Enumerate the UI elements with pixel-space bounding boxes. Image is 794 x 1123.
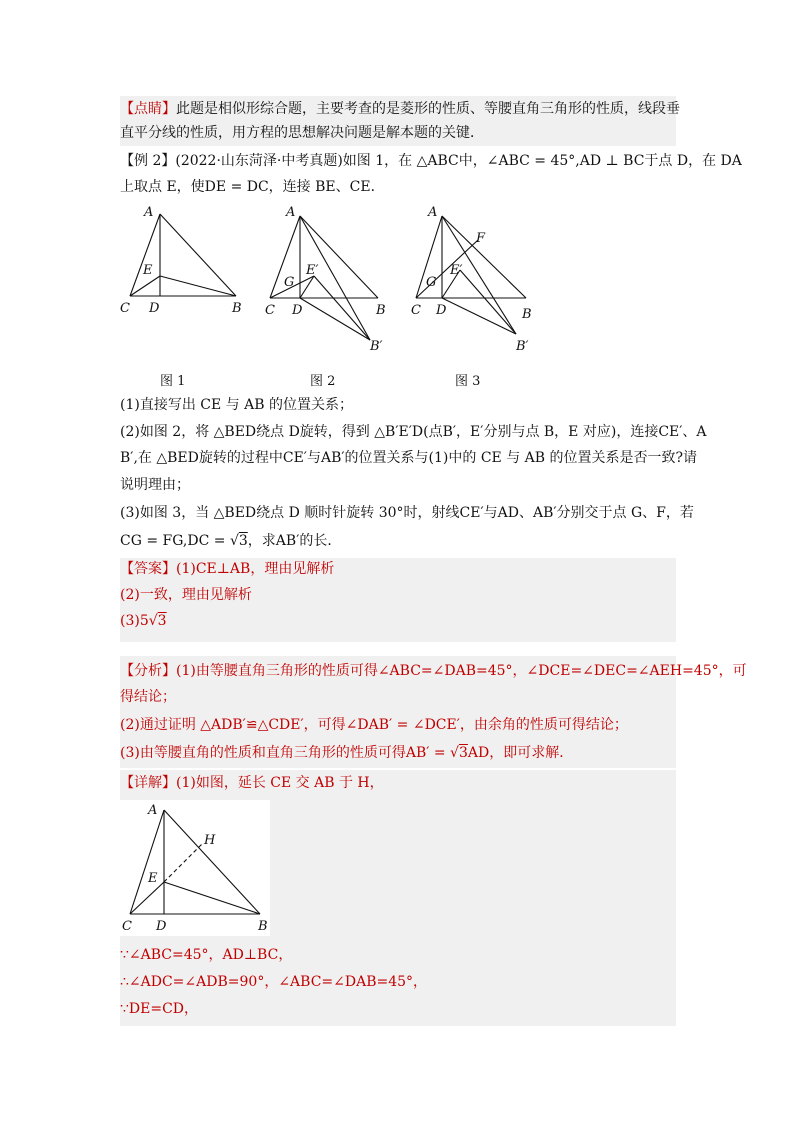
- tip-tag: 【点睛】: [120, 101, 176, 117]
- answer-block: [120, 558, 676, 642]
- analysis-line-2: 得结论；: [120, 689, 176, 705]
- figure-3: [408, 204, 538, 354]
- figure-1-caption: 图 1: [160, 374, 186, 389]
- fig3-label-d: D: [436, 303, 447, 318]
- tip-line-2: 直平分线的性质，用方程的思想解决问题是解本题的关键．: [120, 125, 484, 141]
- question-2-line-2: B′,在 △BED旋转的过程中CE′与AB′的位置关系与(1)中的 CE 与 AB 的位置关系是否一致?请: [120, 450, 698, 466]
- fig2-label-a: A: [286, 205, 296, 220]
- answer-line-1: 【答案】(1)CE⊥AB，理由见解析: [120, 561, 335, 577]
- fig1-label-b: B: [232, 301, 242, 316]
- fig2-label-e-prime: E′: [306, 263, 319, 278]
- figure-2: [262, 204, 392, 354]
- analysis-block: [120, 656, 747, 768]
- fig3-label-e-prime: E′: [450, 263, 463, 278]
- example-line-2: 上取点 E，使DE = DC，连接 BE、CE．: [120, 179, 385, 195]
- tip-block: [120, 96, 680, 146]
- fig1-label-e: E: [143, 263, 153, 278]
- analysis-tag: 【分析】: [120, 663, 176, 679]
- analysis-line-4: (3)由等腰直角的性质和直角三角形的性质可得AB′ = √3AD，即可求解．: [120, 745, 574, 761]
- fig3-label-f: F: [476, 231, 486, 246]
- fig2-label-d: D: [292, 303, 303, 318]
- detail-step-3: ∵DE=CD，: [120, 1001, 199, 1017]
- example-line-1: 【例 2】(2022·山东菏泽·中考真题)如图 1，在 △ABC中，∠ABC = 45°,AD ⊥ BC于点 D，在 DA: [120, 153, 742, 169]
- analysis-line-3: (2)通过证明 △ADB′≌△CDE′，可得∠DAB′ = ∠DCE′，由余角的性质可得结论；: [120, 717, 628, 733]
- detail-tag: 【详解】: [120, 775, 176, 791]
- detail-label-c: C: [122, 919, 132, 934]
- fig2-label-b: B: [376, 303, 386, 318]
- fig3-label-c: C: [411, 303, 421, 318]
- figure-2-caption: 图 2: [310, 374, 336, 389]
- detail-step-2: ∴∠ADC=∠ADB=90°，∠ABC=∠DAB=45°，: [120, 974, 428, 990]
- detail-step-1: ∵∠ABC=45°，AD⊥BC，: [120, 947, 293, 963]
- fig3-label-g: G: [426, 275, 437, 290]
- detail-figure: [120, 800, 270, 936]
- detail-label-a: A: [148, 803, 158, 818]
- tip-line-1: 【点睛】此题是相似形综合题，主要考查的是菱形的性质、等腰直角三角形的性质，线段垂: [120, 101, 680, 117]
- fig3-label-a: A: [428, 205, 438, 220]
- fig2-label-g: G: [284, 275, 295, 290]
- question-2-line-1: (2)如图 2，将 △BED绕点 D旋转，得到 △B′E′D(点B′，E′分别与点 B，E 对应)，连接CE′、A: [120, 424, 707, 440]
- detail-label-e: E: [148, 871, 158, 886]
- fig2-label-b-prime: B′: [370, 339, 383, 354]
- figure-3-caption: 图 3: [455, 374, 481, 389]
- detail-label-h: H: [204, 833, 216, 848]
- question-3-line-1: (3)如图 3，当 △BED绕点 D 顺时针旋转 30°时，射线CE′与AD、AB′分别交于点 G、F，若: [120, 505, 694, 521]
- answer-line-3: (3)5√3: [120, 613, 167, 629]
- detail-label-b: B: [258, 919, 268, 934]
- fig1-label-c: C: [120, 301, 130, 316]
- question-1: (1)直接写出 CE 与 AB 的位置关系；: [120, 397, 353, 413]
- detail-label-d: D: [156, 919, 167, 934]
- answer-line-2: (2)一致，理由见解析: [120, 587, 252, 603]
- question-3-line-2: CG = FG,DC = √3，求AB′的长．: [120, 533, 342, 549]
- sqrt-radicand: 3: [238, 533, 248, 549]
- detail-intro: 【详解】(1)如图，延长 CE 交 AB 于 H，: [120, 775, 384, 791]
- fig3-label-b-prime: B′: [516, 339, 529, 354]
- question-2-line-3: 说明理由；: [120, 477, 190, 493]
- analysis-line-1: 【分析】(1)由等腰直角三角形的性质可得∠ABC=∠DAB=45°，∠DCE=∠DEC=∠AEH=45°，可: [120, 663, 747, 679]
- fig1-label-d: D: [149, 301, 160, 316]
- figure-1: [116, 204, 248, 316]
- fig3-label-b: B: [522, 307, 532, 322]
- fig1-label-a: A: [144, 205, 154, 220]
- answer-tag: 【答案】: [120, 561, 176, 577]
- fig2-label-c: C: [265, 303, 275, 318]
